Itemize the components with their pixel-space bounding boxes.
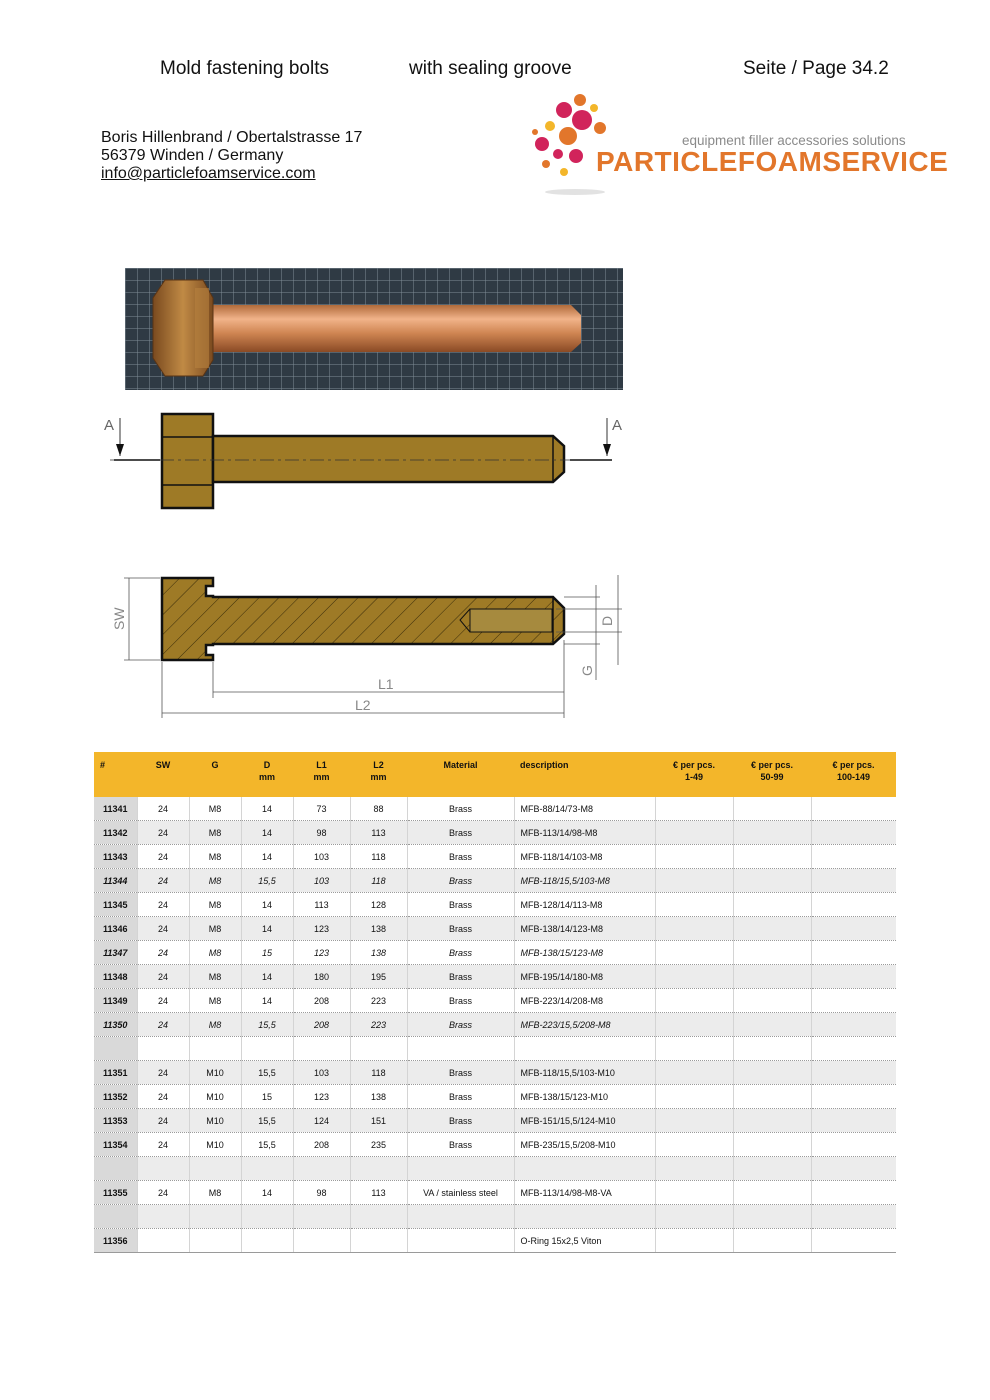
page-number: Seite / Page 34.2: [743, 58, 889, 79]
cell-col-l2: 138: [350, 917, 407, 941]
cell-col-material: [407, 1229, 514, 1253]
cell-col-g: M8: [189, 1181, 241, 1205]
cell-col-number: 11348: [94, 965, 137, 989]
cell-col-material: Brass: [407, 989, 514, 1013]
cell-col-d: 15: [241, 1085, 293, 1109]
cell-col-price-100-149: [811, 1181, 896, 1205]
cell-col-price-50-99: [733, 1109, 811, 1133]
cell-col-sw: 24: [137, 1061, 189, 1085]
cell-col-l1: 98: [293, 1181, 350, 1205]
cell-col-price-1-49: [655, 1013, 733, 1037]
cell-col-price-50-99: [733, 1013, 811, 1037]
cell-col-price-1-49: [655, 1037, 733, 1061]
cell-col-description: MFB-118/15,5/103-M8: [514, 869, 655, 893]
cell-col-sw: 24: [137, 965, 189, 989]
cell-col-price-50-99: [733, 893, 811, 917]
cell-col-number: 11355: [94, 1181, 137, 1205]
cell-col-l1: 113: [293, 893, 350, 917]
cell-col-l1: 73: [293, 797, 350, 821]
cell-col-price-1-49: [655, 893, 733, 917]
cell-col-price-100-149: [811, 1037, 896, 1061]
cell-col-sw: [137, 1205, 189, 1229]
cell-col-material: [407, 1205, 514, 1229]
cell-col-l1: [293, 1157, 350, 1181]
cell-col-price-1-49: [655, 797, 733, 821]
cell-col-d: 15: [241, 941, 293, 965]
cell-col-price-100-149: [811, 1229, 896, 1253]
cell-col-price-1-49: [655, 821, 733, 845]
cell-col-d: 14: [241, 989, 293, 1013]
cell-col-l1: 208: [293, 1013, 350, 1037]
cell-col-sw: 24: [137, 869, 189, 893]
cell-col-number: 11350: [94, 1013, 137, 1037]
cell-col-l2: 195: [350, 965, 407, 989]
cell-col-d: 14: [241, 845, 293, 869]
cell-col-g: M8: [189, 917, 241, 941]
cell-col-price-1-49: [655, 1085, 733, 1109]
table-row: [94, 845, 896, 869]
cell-col-price-1-49: [655, 989, 733, 1013]
cell-col-material: Brass: [407, 845, 514, 869]
cell-col-price-50-99: [733, 1181, 811, 1205]
cell-col-price-50-99: [733, 1037, 811, 1061]
cell-col-g: M8: [189, 821, 241, 845]
cell-col-d: 15,5: [241, 1061, 293, 1085]
header-col-price-100-149: € per pcs. 100-149: [811, 752, 896, 797]
cell-col-price-100-149: [811, 893, 896, 917]
cell-col-sw: 24: [137, 797, 189, 821]
cell-col-d: 15,5: [241, 1109, 293, 1133]
cell-col-sw: 24: [137, 941, 189, 965]
cell-col-price-50-99: [733, 1229, 811, 1253]
cell-col-d: 14: [241, 821, 293, 845]
cell-col-sw: 24: [137, 1133, 189, 1157]
cell-col-sw: 24: [137, 1085, 189, 1109]
cell-col-l1: 208: [293, 1133, 350, 1157]
cell-col-description: MFB-118/14/103-M8: [514, 845, 655, 869]
cell-col-price-1-49: [655, 869, 733, 893]
table-row: [94, 1109, 896, 1133]
cell-col-l2: 113: [350, 821, 407, 845]
cell-col-l2: [350, 1229, 407, 1253]
cell-col-d: 14: [241, 797, 293, 821]
cell-col-l1: [293, 1037, 350, 1061]
table-row: [94, 941, 896, 965]
cell-col-price-100-149: [811, 1133, 896, 1157]
dim-label-sw: SW: [111, 607, 127, 630]
cell-col-description: MFB-151/15,5/124-M10: [514, 1109, 655, 1133]
cell-col-l1: 123: [293, 1085, 350, 1109]
cell-col-description: MFB-113/14/98-M8-VA: [514, 1181, 655, 1205]
cell-col-price-50-99: [733, 965, 811, 989]
cell-col-number: 11349: [94, 989, 137, 1013]
cell-col-number: [94, 1037, 137, 1061]
header-col-material: Material: [407, 752, 514, 797]
cell-col-sw: [137, 1037, 189, 1061]
cell-col-l2: 88: [350, 797, 407, 821]
cell-col-d: 14: [241, 917, 293, 941]
cell-col-sw: 24: [137, 821, 189, 845]
table-row: [94, 1037, 896, 1061]
dim-label-d: D: [599, 615, 615, 626]
table-row: [94, 989, 896, 1013]
side-view: [104, 414, 622, 508]
cell-col-g: M8: [189, 797, 241, 821]
cell-col-l2: [350, 1205, 407, 1229]
section-view: [111, 575, 622, 718]
cell-col-d: 15,5: [241, 869, 293, 893]
cell-col-price-50-99: [733, 797, 811, 821]
cell-col-l2: [350, 1037, 407, 1061]
header-col-l1: L1 mm: [293, 752, 350, 797]
cell-col-price-50-99: [733, 941, 811, 965]
header-col-sw: SW: [137, 752, 189, 797]
cell-col-l2: [350, 1157, 407, 1181]
cell-col-sw: 24: [137, 1109, 189, 1133]
cell-col-material: Brass: [407, 893, 514, 917]
header-col-g: G: [189, 752, 241, 797]
company-logo: [520, 88, 949, 198]
cell-col-description: MFB-223/14/208-M8: [514, 989, 655, 1013]
table-row: [94, 821, 896, 845]
dim-label-l1: L1: [378, 676, 394, 692]
cell-col-g: M10: [189, 1109, 241, 1133]
bolt-photo: [125, 268, 623, 390]
cell-col-g: [189, 1157, 241, 1181]
cell-col-description: MFB-235/15,5/208-M10: [514, 1133, 655, 1157]
cell-col-material: Brass: [407, 941, 514, 965]
cell-col-price-1-49: [655, 1061, 733, 1085]
cell-col-l1: 123: [293, 917, 350, 941]
cell-col-material: Brass: [407, 1061, 514, 1085]
cell-col-g: M10: [189, 1133, 241, 1157]
cell-col-d: 15,5: [241, 1013, 293, 1037]
cell-col-description: MFB-223/15,5/208-M8: [514, 1013, 655, 1037]
table-row: [94, 965, 896, 989]
header-col-description: description: [514, 752, 655, 797]
address-line-2: 56379 Winden / Germany: [101, 147, 284, 164]
cell-col-l2: 118: [350, 845, 407, 869]
cell-col-number: 11351: [94, 1061, 137, 1085]
company-address: [101, 129, 362, 183]
cell-col-sw: 24: [137, 1181, 189, 1205]
cell-col-description: MFB-138/15/123-M8: [514, 941, 655, 965]
cell-col-d: [241, 1205, 293, 1229]
cell-col-material: Brass: [407, 917, 514, 941]
cell-col-g: M8: [189, 1013, 241, 1037]
cell-col-price-100-149: [811, 917, 896, 941]
cell-col-l2: 118: [350, 869, 407, 893]
cell-col-price-1-49: [655, 965, 733, 989]
document-title: Mold fastening bolts: [160, 58, 329, 79]
cell-col-number: 11352: [94, 1085, 137, 1109]
cell-col-description: O-Ring 15x2,5 Viton: [514, 1229, 655, 1253]
logo-dots-icon: [520, 88, 610, 198]
document-subtitle: with sealing groove: [409, 58, 572, 79]
cell-col-d: [241, 1037, 293, 1061]
cell-col-price-50-99: [733, 917, 811, 941]
cell-col-price-1-49: [655, 917, 733, 941]
cell-col-sw: [137, 1157, 189, 1181]
cell-col-l1: [293, 1205, 350, 1229]
cell-col-g: M8: [189, 941, 241, 965]
cell-col-g: [189, 1229, 241, 1253]
table-header-row: [94, 752, 896, 797]
cell-col-l1: 103: [293, 1061, 350, 1085]
cell-col-d: 14: [241, 1181, 293, 1205]
cell-col-price-50-99: [733, 989, 811, 1013]
cell-col-g: M8: [189, 845, 241, 869]
cell-col-description: MFB-128/14/113-M8: [514, 893, 655, 917]
cell-col-price-100-149: [811, 797, 896, 821]
address-line-1: Boris Hillenbrand / Obertalstrasse 17: [101, 129, 363, 146]
cell-col-price-50-99: [733, 1205, 811, 1229]
cell-col-price-100-149: [811, 1085, 896, 1109]
cell-col-g: M8: [189, 869, 241, 893]
cell-col-price-1-49: [655, 1205, 733, 1229]
cell-col-material: Brass: [407, 821, 514, 845]
cell-col-material: Brass: [407, 1133, 514, 1157]
cell-col-number: 11347: [94, 941, 137, 965]
cell-col-l1: 180: [293, 965, 350, 989]
section-label-left: A: [104, 417, 115, 434]
header-col-price-1-49: € per pcs. 1-49: [655, 752, 733, 797]
cell-col-l1: [293, 1229, 350, 1253]
cell-col-l1: 124: [293, 1109, 350, 1133]
cell-col-l1: 208: [293, 989, 350, 1013]
cell-col-sw: [137, 1229, 189, 1253]
cell-col-g: M8: [189, 989, 241, 1013]
technical-drawing: [100, 400, 640, 730]
cell-col-material: Brass: [407, 1085, 514, 1109]
logo-tagline: equipment filler accessories solutions: [682, 133, 906, 148]
cell-col-l1: 103: [293, 869, 350, 893]
cell-col-l2: 128: [350, 893, 407, 917]
cell-col-d: [241, 1229, 293, 1253]
cell-col-number: 11345: [94, 893, 137, 917]
table-row: [94, 1205, 896, 1229]
cell-col-g: M10: [189, 1085, 241, 1109]
table-row: [94, 1229, 896, 1253]
cell-col-price-1-49: [655, 1133, 733, 1157]
table-body: [94, 797, 896, 1253]
cell-col-sw: 24: [137, 893, 189, 917]
cell-col-price-1-49: [655, 1181, 733, 1205]
cell-col-d: 14: [241, 965, 293, 989]
cell-col-number: 11343: [94, 845, 137, 869]
table-row: [94, 1061, 896, 1085]
table-row: [94, 1085, 896, 1109]
cell-col-price-100-149: [811, 1013, 896, 1037]
table-row: [94, 797, 896, 821]
cell-col-g: [189, 1205, 241, 1229]
table-row: [94, 893, 896, 917]
cell-col-price-1-49: [655, 1157, 733, 1181]
cell-col-price-100-149: [811, 1157, 896, 1181]
cell-col-material: [407, 1037, 514, 1061]
cell-col-l2: 138: [350, 1085, 407, 1109]
cell-col-material: Brass: [407, 797, 514, 821]
cell-col-sw: 24: [137, 1013, 189, 1037]
cell-col-description: MFB-138/14/123-M8: [514, 917, 655, 941]
cell-col-l2: 223: [350, 989, 407, 1013]
dim-label-g: G: [579, 665, 595, 676]
cell-col-number: 11346: [94, 917, 137, 941]
cell-col-g: M10: [189, 1061, 241, 1085]
cell-col-description: MFB-118/15,5/103-M10: [514, 1061, 655, 1085]
table-row: [94, 869, 896, 893]
cell-col-description: [514, 1157, 655, 1181]
cell-col-l1: 103: [293, 845, 350, 869]
cell-col-description: MFB-138/15/123-M10: [514, 1085, 655, 1109]
cell-col-number: 11341: [94, 797, 137, 821]
cell-col-number: 11356: [94, 1229, 137, 1253]
cell-col-l2: 223: [350, 1013, 407, 1037]
header-col-number: #: [94, 752, 137, 797]
header-col-l2: L2 mm: [350, 752, 407, 797]
cell-col-price-50-99: [733, 1061, 811, 1085]
cell-col-price-1-49: [655, 1229, 733, 1253]
cell-col-number: 11342: [94, 821, 137, 845]
dim-label-l2: L2: [355, 697, 371, 713]
cell-col-material: [407, 1157, 514, 1181]
cell-col-d: 14: [241, 893, 293, 917]
table-row: [94, 1133, 896, 1157]
email-link[interactable]: info@particlefoamservice.com: [101, 165, 316, 182]
cell-col-l1: 123: [293, 941, 350, 965]
table-row: [94, 917, 896, 941]
cell-col-description: [514, 1037, 655, 1061]
cell-col-number: 11354: [94, 1133, 137, 1157]
cell-col-price-100-149: [811, 869, 896, 893]
cell-col-material: Brass: [407, 965, 514, 989]
table-row: [94, 1013, 896, 1037]
cell-col-price-1-49: [655, 1109, 733, 1133]
cell-col-description: MFB-195/14/180-M8: [514, 965, 655, 989]
cell-col-sw: 24: [137, 917, 189, 941]
cell-col-price-50-99: [733, 1157, 811, 1181]
cell-col-price-100-149: [811, 1061, 896, 1085]
cell-col-number: 11353: [94, 1109, 137, 1133]
price-table: [94, 752, 896, 1253]
cell-col-price-50-99: [733, 869, 811, 893]
cell-col-price-100-149: [811, 941, 896, 965]
cell-col-description: MFB-113/14/98-M8: [514, 821, 655, 845]
cell-col-price-100-149: [811, 821, 896, 845]
cell-col-number: 11344: [94, 869, 137, 893]
cell-col-d: 15,5: [241, 1133, 293, 1157]
cell-col-price-100-149: [811, 989, 896, 1013]
cell-col-price-50-99: [733, 1085, 811, 1109]
cell-col-price-100-149: [811, 1205, 896, 1229]
cell-col-price-100-149: [811, 965, 896, 989]
cell-col-material: Brass: [407, 869, 514, 893]
cell-col-price-1-49: [655, 845, 733, 869]
cell-col-description: [514, 1205, 655, 1229]
cell-col-sw: 24: [137, 845, 189, 869]
cell-col-price-100-149: [811, 845, 896, 869]
cell-col-d: [241, 1157, 293, 1181]
cell-col-number: [94, 1157, 137, 1181]
table-row: [94, 1181, 896, 1205]
cell-col-number: [94, 1205, 137, 1229]
cell-col-price-1-49: [655, 941, 733, 965]
cell-col-price-50-99: [733, 821, 811, 845]
cell-col-material: VA / stainless steel: [407, 1181, 514, 1205]
cell-col-l2: 151: [350, 1109, 407, 1133]
cell-col-l2: 118: [350, 1061, 407, 1085]
cell-col-sw: 24: [137, 989, 189, 1013]
cell-col-l2: 235: [350, 1133, 407, 1157]
header-col-d: D mm: [241, 752, 293, 797]
cell-col-g: M8: [189, 893, 241, 917]
header-col-price-50-99: € per pcs. 50-99: [733, 752, 811, 797]
section-label-right: A: [612, 417, 623, 434]
cell-col-l1: 98: [293, 821, 350, 845]
logo-name: PARTICLEFOAMSERVICE: [596, 146, 949, 177]
cell-col-g: M8: [189, 965, 241, 989]
cell-col-price-100-149: [811, 1109, 896, 1133]
cell-col-material: Brass: [407, 1109, 514, 1133]
cell-col-material: Brass: [407, 1013, 514, 1037]
cell-col-l2: 113: [350, 1181, 407, 1205]
cell-col-l2: 138: [350, 941, 407, 965]
cell-col-price-50-99: [733, 1133, 811, 1157]
table-row: [94, 1157, 896, 1181]
cell-col-g: [189, 1037, 241, 1061]
cell-col-price-50-99: [733, 845, 811, 869]
cell-col-description: MFB-88/14/73-M8: [514, 797, 655, 821]
